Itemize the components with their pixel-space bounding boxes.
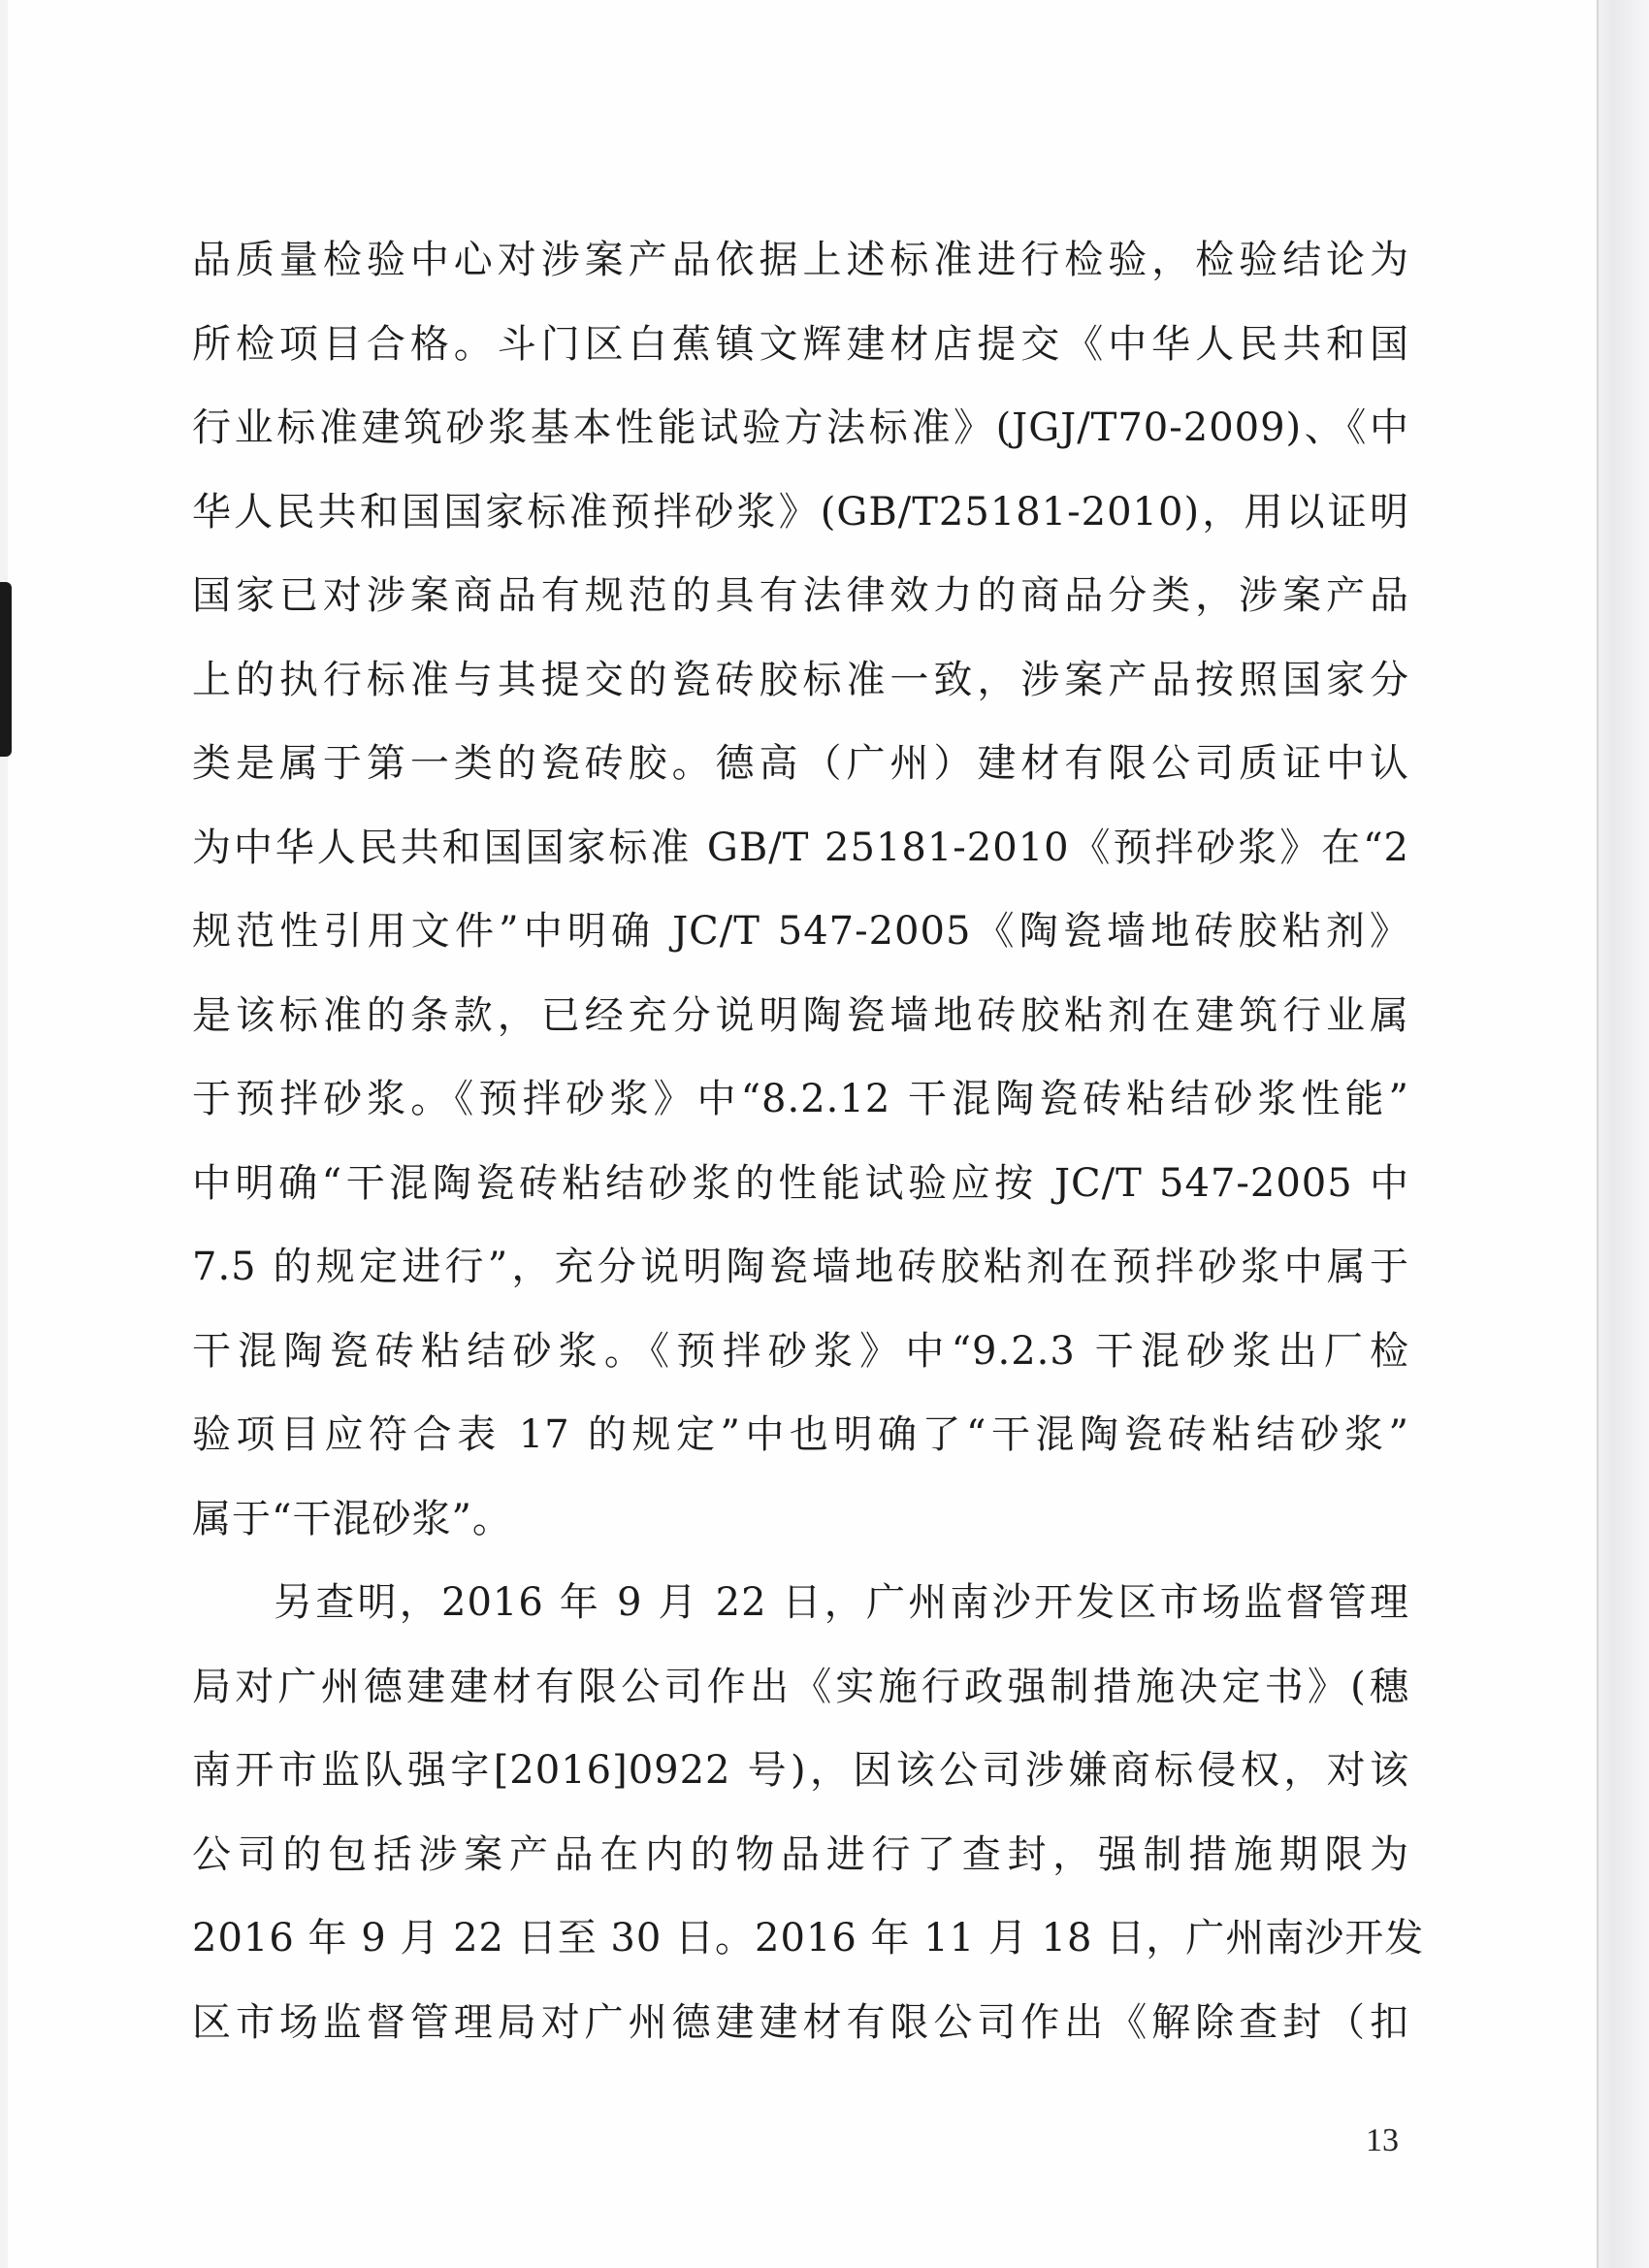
text-line: 上的执行标准与其提交的瓷砖胶标准一致，涉案产品按照国家分 xyxy=(192,657,1409,702)
text-line: 为中华人民共和国国家标准 GB/T 25181-2010《预拌砂浆》在“2 xyxy=(192,825,1409,870)
text-line: 公司的包括涉案产品在内的物品进行了查封，强制措施期限为 xyxy=(192,1831,1409,1877)
text-line: 验项目应符合表 17 的规定”中也明确了“干混陶瓷砖粘结砂浆” xyxy=(192,1412,1409,1457)
left-page-edge xyxy=(0,0,8,2268)
paragraph-start-line: 另查明，2016 年 9 月 22 日，广州南沙开发区市场监督管理 xyxy=(274,1580,1409,1625)
text-line: 干混陶瓷砖粘结砂浆。《预拌砂浆》中“9.2.3 干混砂浆出厂检 xyxy=(192,1328,1409,1374)
text-line: 于预拌砂浆。《预拌砂浆》中“8.2.12 干混陶瓷砖粘结砂浆性能” xyxy=(192,1077,1409,1121)
paragraph-end-line: 属于“干混砂浆”。 xyxy=(192,1496,512,1541)
text-line: 华人民共和国国家标准预拌砂浆》(GB/T25181-2010)，用以证明 xyxy=(192,489,1409,535)
text-line: 7.5 的规定进行”，充分说明陶瓷墙地砖胶粘剂在预拌砂浆中属于 xyxy=(192,1245,1409,1289)
text-line: 局对广州德建建材有限公司作出《实施行政强制措施决定书》(穗 xyxy=(192,1664,1409,1709)
text-line: 中明确“干混陶瓷砖粘结砂浆的性能试验应按 JC/T 547-2005 中 xyxy=(192,1160,1409,1206)
text-line: 所检项目合格。斗门区白蕉镇文辉建材店提交《中华人民共和国 xyxy=(192,321,1409,367)
text-line: 国家已对涉案商品有规范的具有法律效力的商品分类，涉案产品 xyxy=(192,573,1409,618)
text-line: 规范性引用文件”中明确 JC/T 547-2005《陶瓷墙地砖胶粘剂》 xyxy=(192,909,1409,954)
text-line: 区市场监督管理局对广州德建建材有限公司作出《解除查封（扣 xyxy=(192,1999,1409,2045)
right-page-edge xyxy=(1597,0,1649,2268)
text-line: 南开市监队强字[2016]0922 号)，因该公司涉嫌商标侵权，对该 xyxy=(192,1748,1409,1793)
text-line: 行业标准建筑砂浆基本性能试验方法标准》(JGJ/T70-2009)、《中 xyxy=(192,405,1409,450)
body-text xyxy=(192,218,1425,2064)
text-line: 2016 年 9 月 22 日至 30 日。2016 年 11 月 18 日，广州南沙开发 xyxy=(192,1916,1425,1960)
text-line: 类是属于第一类的瓷砖胶。德高（广州）建材有限公司质证中认 xyxy=(192,741,1409,786)
text-line: 品质量检验中心对涉案产品依据上述标准进行检验，检验结论为 xyxy=(192,238,1409,282)
binding-mark xyxy=(0,582,12,757)
text-line: 是该标准的条款，已经充分说明陶瓷墙地砖胶粘剂在建筑行业属 xyxy=(192,992,1409,1038)
page-number: 13 xyxy=(1366,2122,1399,2158)
